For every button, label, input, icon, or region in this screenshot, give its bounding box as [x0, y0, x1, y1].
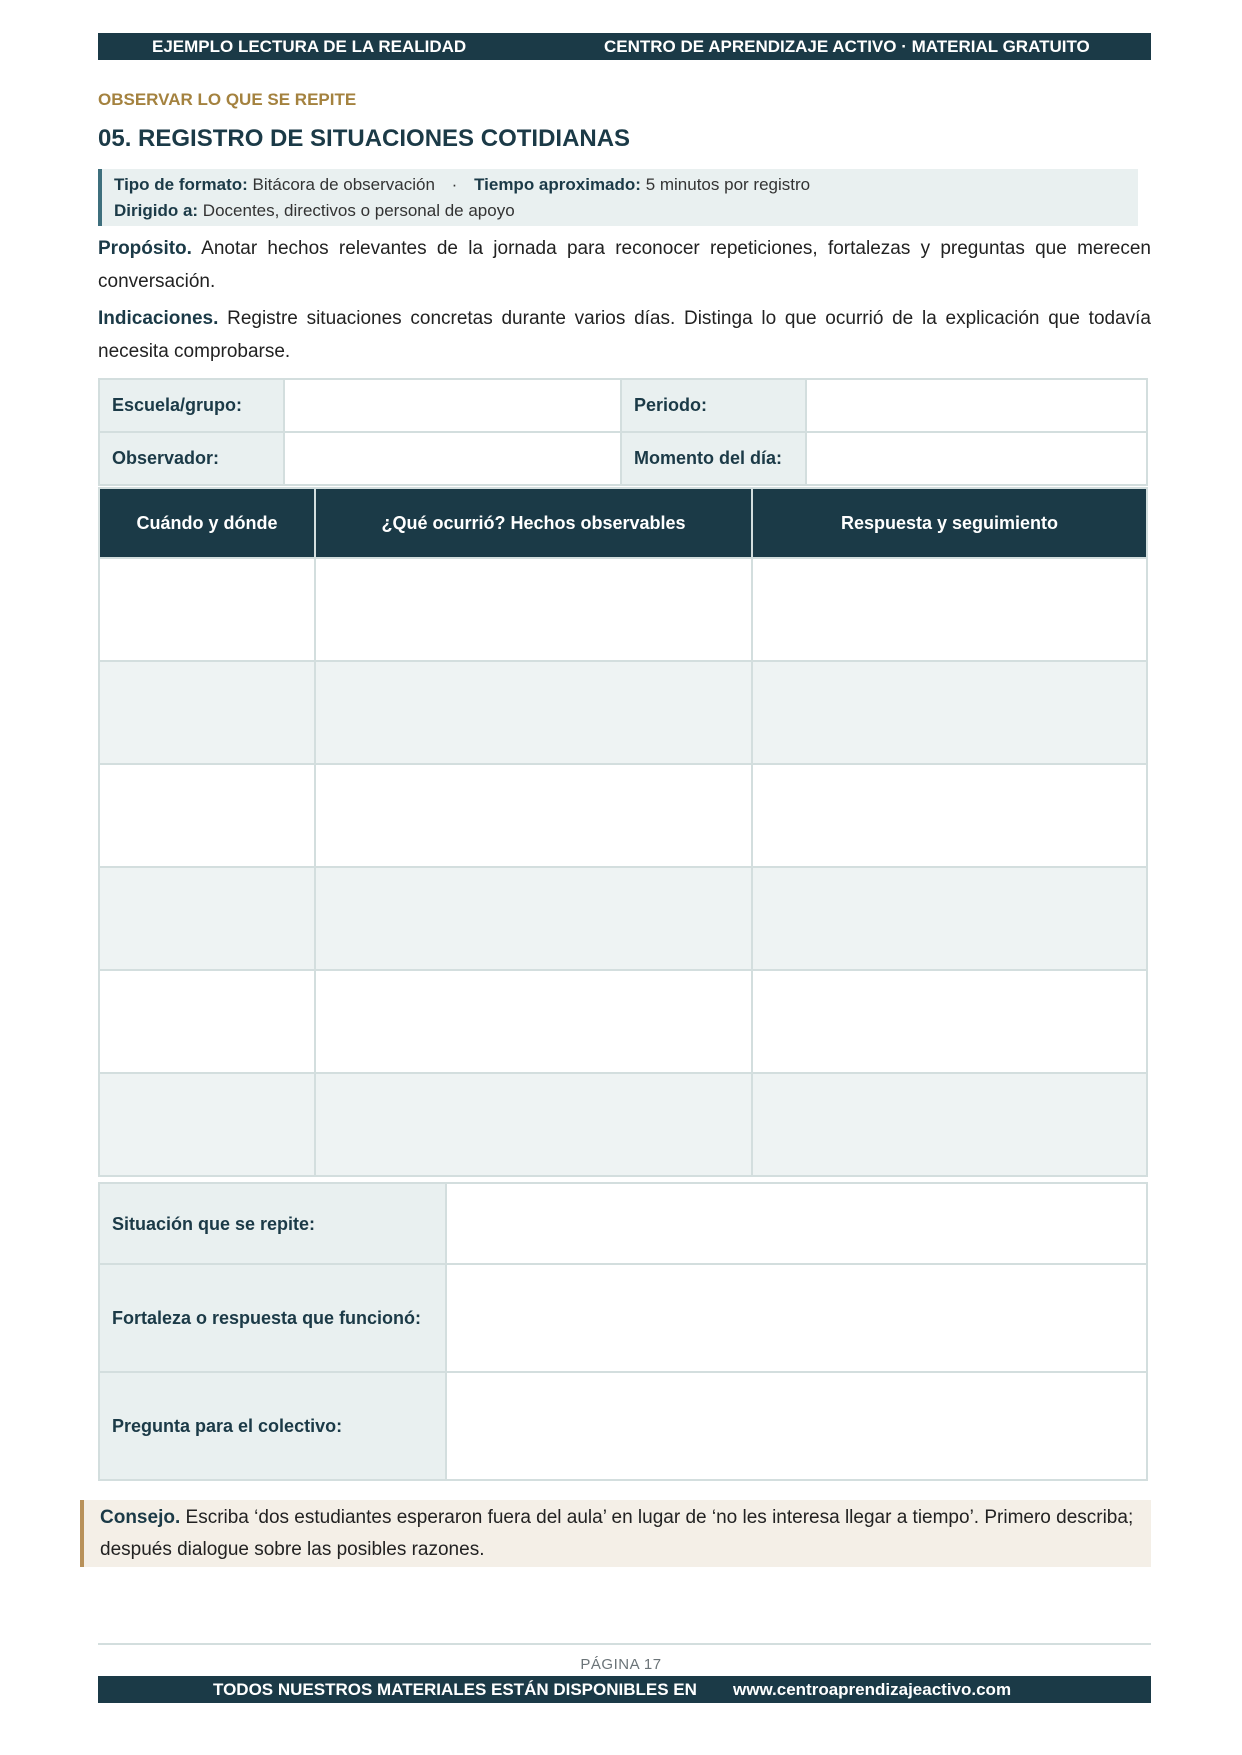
section-label: OBSERVAR LO QUE SE REPITE: [98, 90, 357, 109]
purpose-text: Anotar hechos relevantes de la jornada para reconocer repeticiones, fortalezas y preguntas que merecen conversación.: [98, 238, 1151, 292]
footer-divider: [98, 1643, 1151, 1645]
observer-label: Observador:: [99, 432, 284, 485]
column-header-when-where: Cuándo y dónde: [99, 488, 315, 558]
format-value: Bitácora de observación: [252, 175, 435, 194]
info-row: [99, 432, 1147, 485]
purpose-label: Propósito.: [98, 238, 192, 259]
footer-website-link[interactable]: www.centroaprendizajeactivo.com: [733, 1680, 1012, 1699]
column-header-response: Respuesta y seguimiento: [752, 488, 1147, 558]
log-cell[interactable]: [99, 970, 315, 1073]
format-info-line-1: [114, 172, 1138, 198]
table-row: [99, 661, 1147, 764]
table-row: [99, 1073, 1147, 1176]
header-bar: [98, 33, 1151, 60]
log-cell[interactable]: [315, 764, 752, 867]
log-cell[interactable]: [315, 970, 752, 1073]
log-cell[interactable]: [99, 1073, 315, 1176]
log-cell[interactable]: [752, 970, 1147, 1073]
page-number: PÁGINA 17: [580, 1656, 662, 1673]
observation-log-table: [98, 487, 1148, 1177]
log-cell[interactable]: [99, 661, 315, 764]
log-cell[interactable]: [752, 867, 1147, 970]
moment-label: Momento del día:: [621, 432, 806, 485]
log-cell[interactable]: [315, 558, 752, 661]
period-label: Periodo:: [621, 379, 806, 432]
repeat-label: Situación que se repite:: [99, 1183, 446, 1264]
time-value: 5 minutos por registro: [645, 175, 811, 194]
instructions-label: Indicaciones.: [98, 308, 219, 329]
header-right-text: CENTRO DE APRENDIZAJE ACTIVO · MATERIAL GRATUITO: [604, 37, 1090, 56]
summary-row: [99, 1183, 1147, 1264]
log-header-row: [99, 488, 1147, 558]
time-label: Tiempo aproximado:: [474, 175, 641, 194]
question-label: Pregunta para el colectivo:: [99, 1372, 446, 1480]
log-cell[interactable]: [315, 867, 752, 970]
moment-field[interactable]: [806, 432, 1147, 485]
instructions-paragraph: [98, 302, 1151, 368]
format-label: Tipo de formato:: [114, 175, 248, 194]
summary-row: [99, 1372, 1147, 1480]
summary-row: [99, 1264, 1147, 1372]
footer-left-text: TODOS NUESTROS MATERIALES ESTÁN DISPONIBLES EN: [213, 1680, 697, 1699]
tip-box: [80, 1500, 1151, 1567]
repeat-field[interactable]: [446, 1183, 1147, 1264]
audience-label: Dirigido a:: [114, 201, 199, 220]
column-header-what-happened: ¿Qué ocurrió? Hechos observables: [315, 488, 752, 558]
log-cell[interactable]: [752, 764, 1147, 867]
observer-field[interactable]: [284, 432, 621, 485]
table-row: [99, 970, 1147, 1073]
log-cell[interactable]: [752, 1073, 1147, 1176]
table-row: [99, 764, 1147, 867]
period-field[interactable]: [806, 379, 1147, 432]
question-field[interactable]: [446, 1372, 1147, 1480]
log-cell[interactable]: [99, 558, 315, 661]
purpose-paragraph: [98, 232, 1151, 298]
meta-separator: ·: [451, 175, 458, 194]
log-cell[interactable]: [99, 764, 315, 867]
header-left-text: EJEMPLO LECTURA DE LA REALIDAD: [152, 37, 467, 56]
log-cell[interactable]: [752, 661, 1147, 764]
log-cell[interactable]: [315, 1073, 752, 1176]
info-row: [99, 379, 1147, 432]
strength-field[interactable]: [446, 1264, 1147, 1372]
footer-bar: [98, 1676, 1151, 1703]
page-title: 05. REGISTRO DE SITUACIONES COTIDIANAS: [98, 125, 631, 152]
log-cell[interactable]: [752, 558, 1147, 661]
school-label: Escuela/grupo:: [99, 379, 284, 432]
tip-label: Consejo.: [100, 1507, 181, 1528]
log-cell[interactable]: [99, 867, 315, 970]
log-cell[interactable]: [315, 661, 752, 764]
strength-label: Fortaleza o respuesta que funcionó:: [99, 1264, 446, 1372]
audience-value: Docentes, directivos o personal de apoyo: [202, 201, 515, 220]
format-info-box: [98, 169, 1138, 226]
summary-table: [98, 1182, 1148, 1481]
table-row: [99, 558, 1147, 661]
format-info-line-2: [114, 198, 1138, 224]
info-fields-table: [98, 378, 1148, 486]
tip-text: Escriba ‘dos estudiantes esperaron fuera del aula’ en lugar de ‘no les interesa llegar a tiempo’. Primero describa; después dialogue sobre las posibles razones.: [100, 1507, 1134, 1560]
table-row: [99, 867, 1147, 970]
school-field[interactable]: [284, 379, 621, 432]
instructions-text: Registre situaciones concretas durante varios días. Distinga lo que ocurrió de la explicación que todavía necesita comprobarse.: [98, 308, 1151, 362]
